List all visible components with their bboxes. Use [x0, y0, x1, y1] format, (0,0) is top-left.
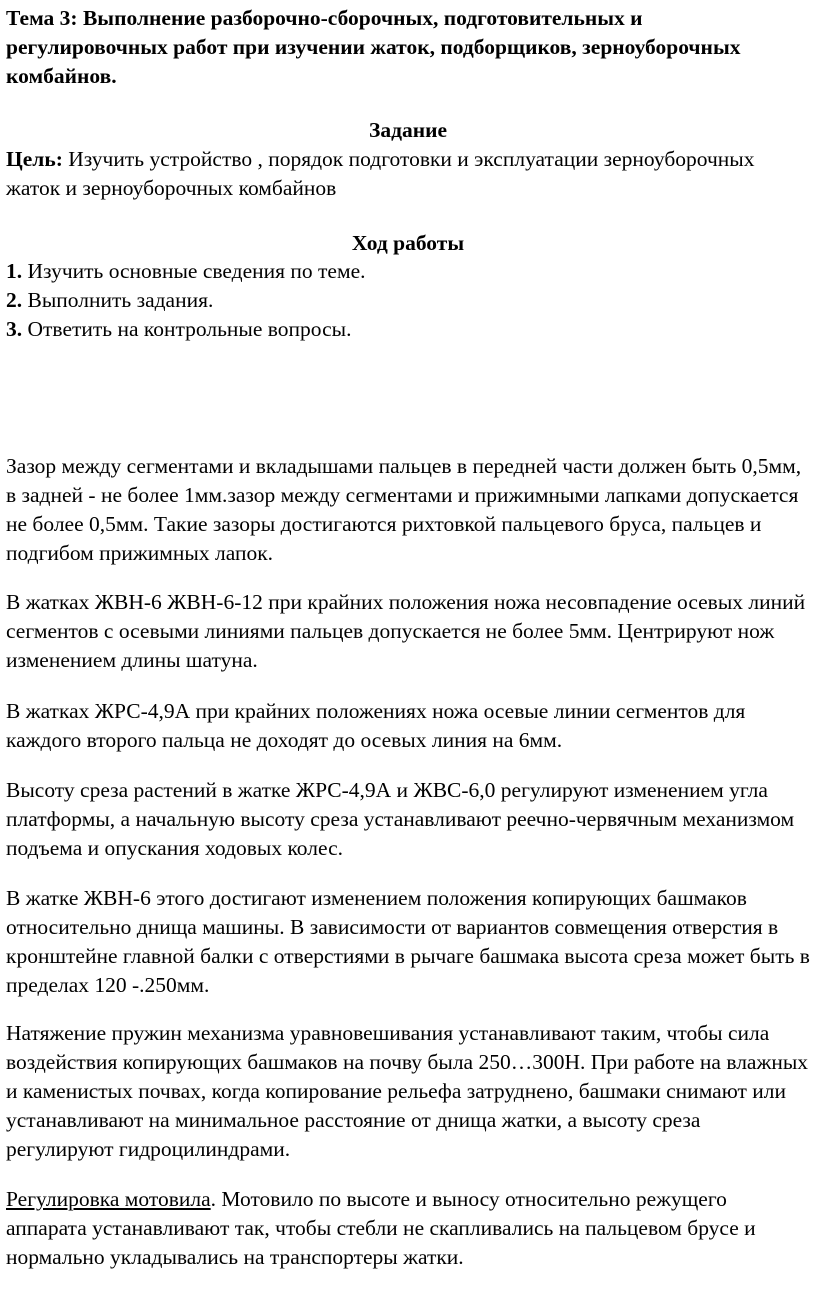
step-text: Выполнить задания. [22, 288, 214, 312]
paragraph-gaps: Зазор между сегментами и вкладышами пальцев в передней части должен быть 0,5мм, в задней - не более 1мм.зазор между сегментами и прижимными лапками допускается не более 0,5мм. Такие зазоры достигаются рихтовкой пальцевого бруса, пальцев и подгибом прижимных лапок. [6, 454, 802, 565]
reel-heading: Регулировка мотовила [6, 1187, 211, 1211]
steps-list [6, 257, 366, 344]
paragraph-cut-height: Высоту среза растений в жатке ЖРС-4,9А и ЖВС-6,0 регулируют изменением угла платформы, а начальную высоту среза устанавливают реечно-червячным механизмом подъема и опускания ходовых колес. [6, 778, 795, 860]
step-text: Изучить основные сведения по теме. [22, 259, 366, 283]
paragraph-springs: Натяжение пружин механизма уравновешивания устанавливают таким, чтобы сила воздействия копирующих башмаков на почву была 250…300Н. При работе на влажных и каменистых почвах, когда копирование рельефа затруднено, башмаки снимают или устанавливают на минимальное расстояние от днища жатки, а высоту среза регулируют гидроцилиндрами. [6, 1021, 809, 1161]
step-number: 3. [6, 317, 23, 341]
step-item [6, 286, 366, 315]
step-item [6, 257, 366, 286]
paragraph-shoes: В жатке ЖВН-6 этого достигают изменением положения копирующих башмаков относительно днища машины. В зависимости от вариантов совмещения отверстия в кронштейне главной балки с отверстиями в рычаге башмака высота среза может быть в пределах 120 -.250мм. [6, 886, 810, 997]
reel-text: . Мотовило по высоте и выносу относительно режущего аппарата устанавливают так, чтобы стебли не скапливались на пальцевом брусе и нормально укладывались на транспортеры жатки. [6, 1187, 756, 1269]
paragraph-reel [6, 1185, 810, 1272]
task-heading: Задание [368, 118, 448, 142]
goal-label: Цель: [6, 147, 63, 171]
workflow-heading: Ход работы [351, 231, 465, 255]
goal-paragraph [6, 145, 810, 203]
step-number: 2. [6, 288, 23, 312]
goal-text: Изучить устройство , порядок подготовки и эксплуатации зерноуборочных жаток и зерноуборочных комбайнов [6, 147, 755, 200]
step-text: Ответить на контрольные вопросы. [22, 317, 352, 341]
step-number: 1. [6, 259, 23, 283]
step-item [6, 315, 366, 344]
document-title: Тема 3: Выполнение разборочно-сборочных, подготовительных и регулировочных работ при изучении жаток, подборщиков, зерноуборочных комбайнов. [6, 6, 741, 88]
paragraph-knife-centering: В жатках ЖВН-6 ЖВН-6-12 при крайних положения ножа несовпадение осевых линий сегментов с осевыми линиями пальцев допускается не более 5мм. Центрируют нож изменением длины шатуна. [6, 590, 806, 672]
paragraph-segment-axes: В жатках ЖРС-4,9А при крайних положениях ножа осевые линии сегментов для каждого второго пальца не доходят до осевых линия на 6мм. [6, 699, 746, 752]
